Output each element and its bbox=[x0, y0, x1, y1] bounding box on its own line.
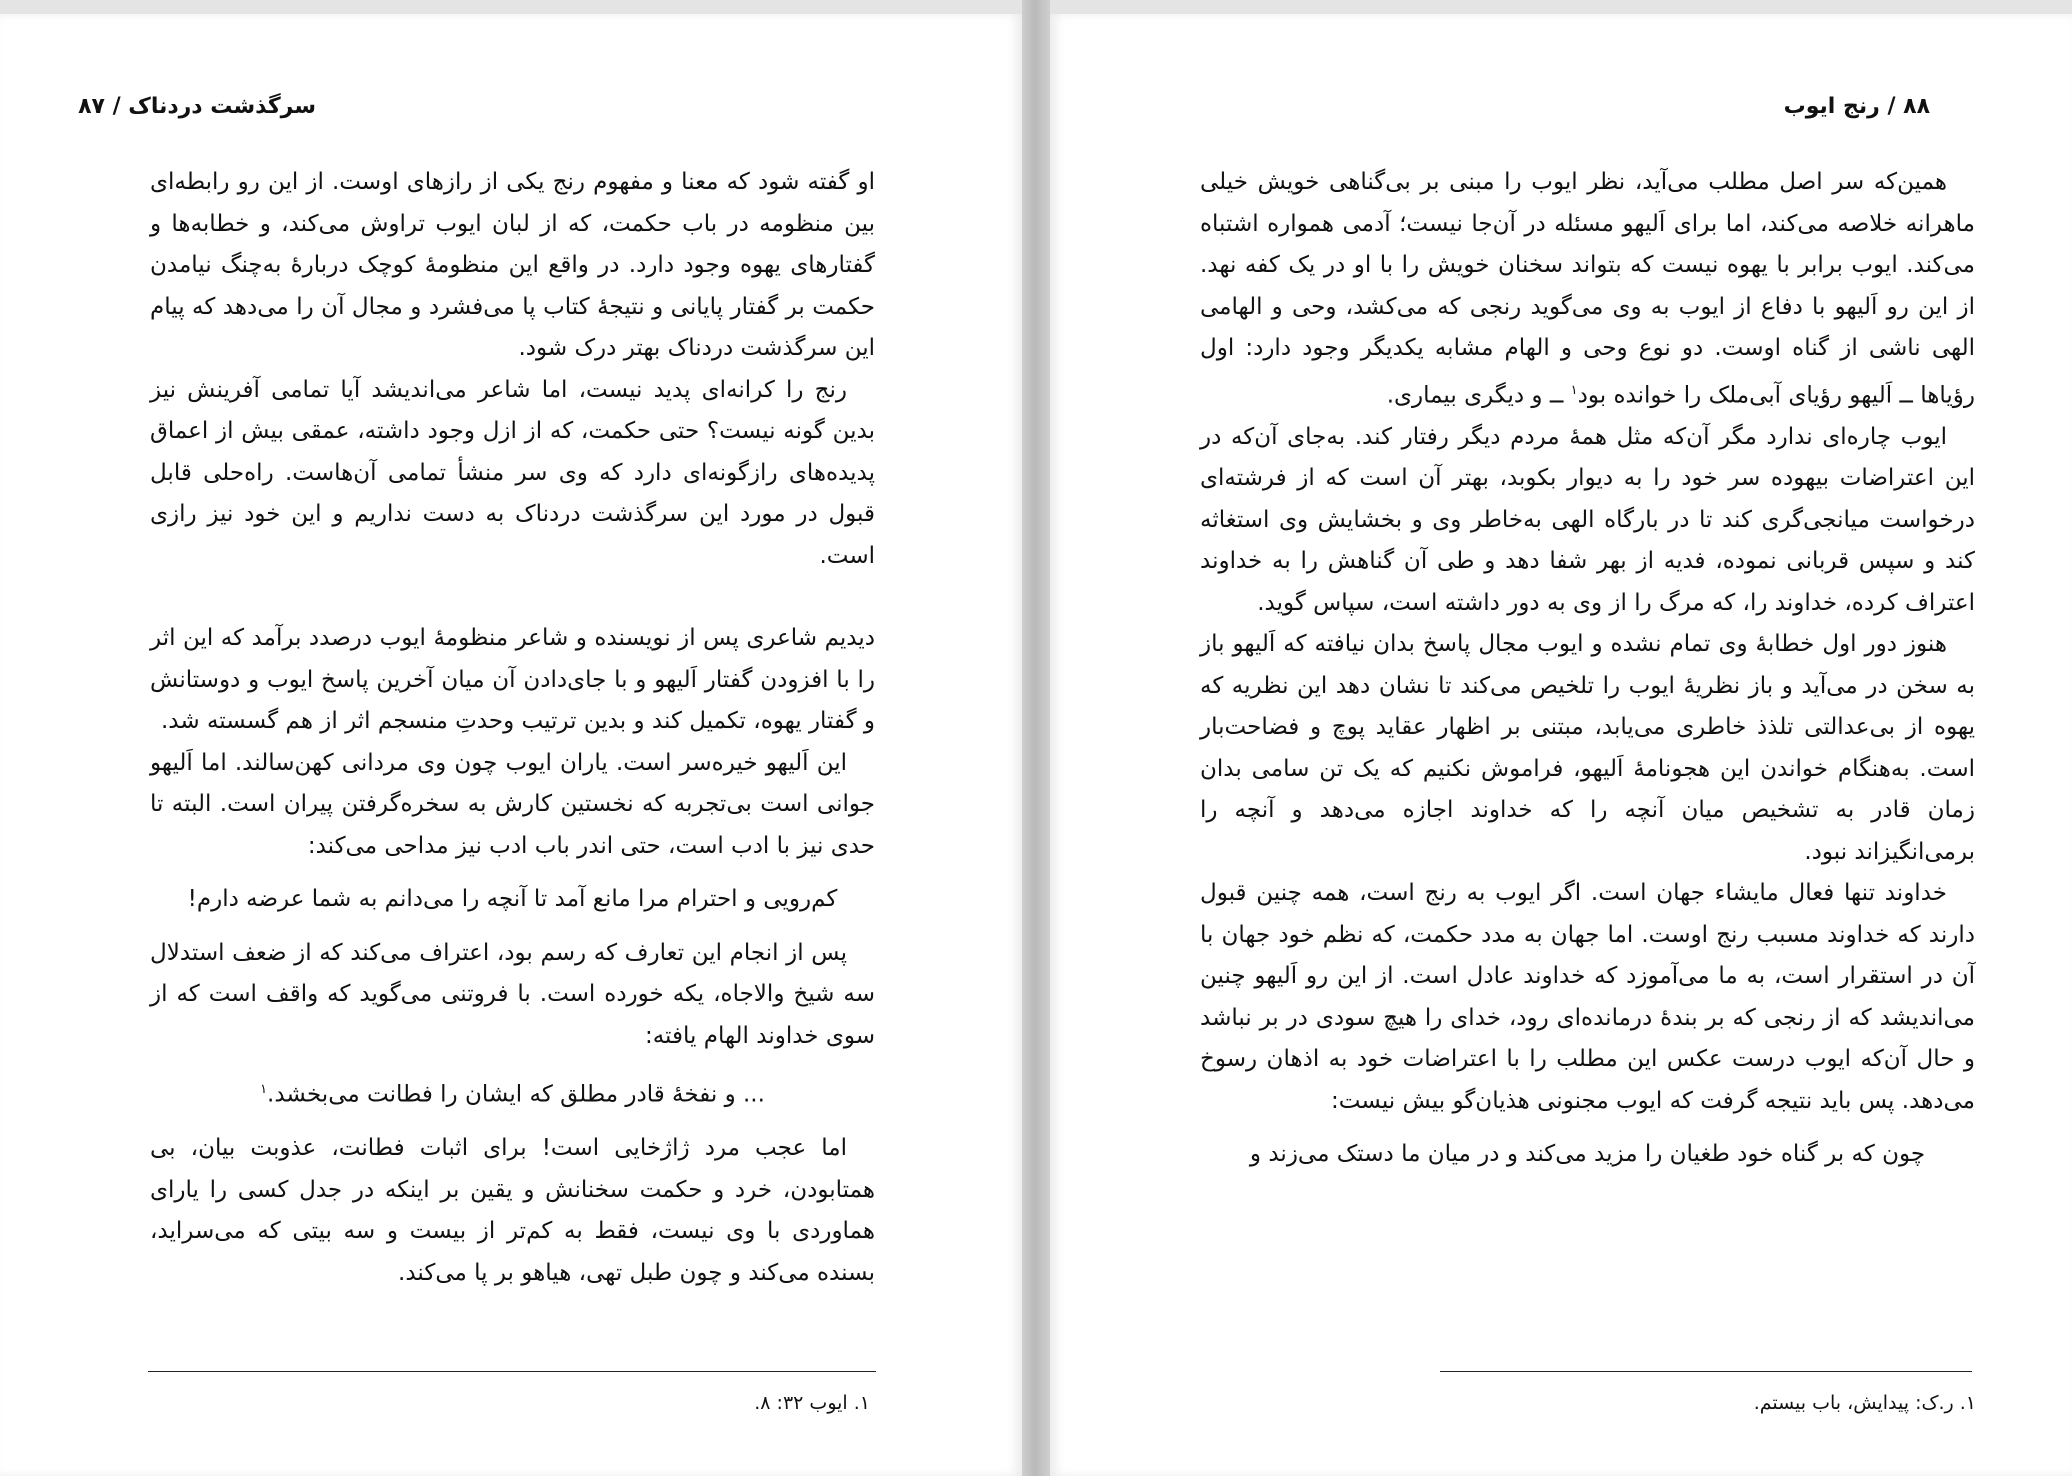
left-footnote: ۱. ایوب ۳۲: ۸. bbox=[754, 1392, 870, 1414]
right-running-head: ۸۸ / رنج ایوب bbox=[1783, 94, 1930, 119]
left-paragraph-3: دیدیم شاعری پس از نویسنده و شاعر منظومهٔ ایوب درصدد برآمد که این اثر را با افزودن گفتار اَلیهو و با جای‌دادن آن میان آخرین پاسخ ایوب و دوستانش و گفتار یهوه، تکمیل کند و بدین ترتیب وحدتِ منسجم اثر از هم گسسته شد. bbox=[150, 625, 875, 734]
left-paragraph-4: این اَلیهو خیره‌سر است. یاران ایوب چون وی مردانی کهن‌سالند. اما اَلیهو جوانی است بی‌تجربه که نخستین کارش به سخره‌گرفتن پیران است. البته تا حدی نیز با ادب است، حتی اندر باب ادب نیز مداحی می‌کند: bbox=[150, 749, 875, 859]
left-paragraph-6: اما عجب مرد ژاژخایی است! برای اثبات فطانت، عذوبت بیان، بی همتابودن، خرد و حکمت سخنانش و یقین بر اینکه در جدل کسی را یارای هماوردی با وی نیست، فقط به کم‌تر از بیست و سه بیتی که می‌سراید، بسنده می‌کند و چون طبل تهی، هیاهو بر پا می‌کند. bbox=[150, 1135, 875, 1286]
right-paragraph-1-tail: ــ و دیگری بیماری. bbox=[1386, 382, 1571, 409]
footnote-marker: ۱ bbox=[1570, 382, 1578, 398]
left-footnote-rule bbox=[148, 1371, 876, 1372]
right-paragraph-2: ایوب چاره‌ای ندارد مگر آن‌که مثل همهٔ مردم دیگر رفتار کند. به‌جای آن‌که در این اعتراضات بیهوده سر خود را به دیوار بکوبد، بهتر آن است که از فرشته‌ای درخواست میانجی‌گری کند تا در بارگاه الهی به‌خاطر وی و بخشایش وی استغاثه کند و سپس قربانی نموده، فدیه از بهر شفا دهد و طی آن گناهش را به خداوند اعتراف کرده، خداوند را، که مرگ را از وی به دور داشته است، سپاس گوید. bbox=[1200, 423, 1975, 616]
right-paragraph-1 bbox=[1200, 162, 1975, 417]
right-page bbox=[1050, 14, 2072, 1476]
left-paragraph-5: پس از انجام این تعارف که رسم بود، اعتراف می‌کند که از ضعف استدلال سه شیخ والاجاه، یکه خورده است. با فروتنی می‌گوید که واقف است که از سوی خداوند الهام یافته: bbox=[150, 939, 875, 1049]
left-paragraph-1: او گفته شود که معنا و مفهوم رنج یکی از رازهای اوست. از این رو رابطه‌ای بین منظومه در باب حکمت، که از لبان ایوب تراوش می‌کند، و خطابه‌ها و گفتارهای یهوه وجود دارد. در واقع این منظومهٔ کوچک دربارهٔ به‌چنگ نیامدن حکمت بر گفتار پایانی و نتیجهٔ کتاب پا می‌فشرد و مجال آن را می‌دهد که پیام این سرگذشت دردناک بهتر درک شود. bbox=[150, 169, 875, 361]
right-footnote: ۱. ر.ک: پیدایش، باب بیستم. bbox=[1753, 1392, 1976, 1414]
right-body-text bbox=[1200, 162, 1975, 1188]
right-footnote-rule bbox=[1440, 1371, 1972, 1372]
book-gutter bbox=[1022, 0, 1050, 1476]
right-paragraph-3: هنوز دور اول خطابهٔ وی تمام نشده و ایوب مجال پاسخ بدان نیافته که اَلیهو باز به سخن در می‌آید و باز نظریهٔ ایوب را تلخیص می‌کند تا نشان دهد این نظریه که یهوه از بی‌عدالتی تلذذ خاطری می‌یابد، مبتنی بر اظهار عقاید پوچ و فضاحت‌بار است. به‌هنگام خواندن این هجونامهٔ اَلیهو، فراموش نکنیم که یک تن سامی بدان زمان قادر به تشخیص میان آنچه را که خداوند اجازه می‌دهد و آنچه را برمی‌انگیزاند نبود. bbox=[1200, 631, 1975, 865]
left-quote-1: کم‌رویی و احترام مرا مانع آمد تا آنچه را می‌دانم به شما عرضه دارم! bbox=[187, 886, 838, 912]
right-quote-1: چون که بر گناه خود طغیان را مزید می‌کند و در میان ما دستک می‌زند و bbox=[1249, 1141, 1926, 1168]
footnote-marker: ۱ bbox=[260, 1082, 268, 1097]
left-quote-2 bbox=[150, 1069, 875, 1116]
left-running-head: سرگذشت دردناک / ۸۷ bbox=[78, 94, 316, 119]
right-paragraph-4: خداوند تنها فعال مایشاء جهان است. اگر ایوب به رنج است، همه چنین قبول دارند که خداوند مسبب رنج اوست. اما جهان به مدد حکمت، که نظم خود جهان با آن در استقرار است، به ما می‌آموزد که خداوند عادل است. از این رو اَلیهو چنین می‌اندیشد که از رنجی که بر بندهٔ درمانده‌ای رود، خدای را هیچ سودی در بر نباشد و حال آن‌که ایوب درست عکس این مطلب را با اعتراضات خود به اذهان رسوخ می‌دهد. پس باید نتیجه گرفت که ایوب مجنونی هذیان‌گو بیش نیست: bbox=[1200, 880, 1975, 1114]
section-break bbox=[150, 577, 875, 618]
left-quote-2-text: ... و نفخهٔ قادر مطلق که ایشان را فطانت می‌بخشد. bbox=[267, 1081, 765, 1108]
left-body-text bbox=[150, 162, 875, 1294]
left-paragraph-2: رنج را کرانه‌ای پدید نیست، اما شاعر می‌اندیشد آیا تمامی آفرینش نیز بدین گونه نیست؟ حتی حکمت، که از ازل وجود داشته، عمقی بیش از اعماق پدیده‌های رازگونه‌ای دارد که وی سر منشأ تمامی آن‌هاست. راه‌حلی قابل قبول در مورد این سرگذشت دردناک به دست نداریم و این خود نیز رازی است. bbox=[150, 376, 875, 569]
right-paragraph-1-text: همین‌که سر اصل مطلب می‌آید، نظر ایوب را مبنی بر بی‌گناهی خویش خیلی ماهرانه خلاصه می‌کند، اما برای اَلیهو مسئله در آن‌جا نیست؛ آدمی همواره اشتباه می‌کند. ایوب برابر با یهوه نیست که بتواند سخنان خویش را با او در یک کفه نهد. از این رو اَلیهو با دفاع از ایوب به وی می‌گوید رنجی که می‌کشد، وحی و الهامی الهی ناشی از گناه اوست. دو نوع وحی و الهام مشابه یکدیگر وجود دارد: اول رؤیاها ــ اَلیهو رؤیای آبی‌ملک را خوانده بود bbox=[1200, 169, 1975, 409]
left-page bbox=[0, 14, 1022, 1476]
